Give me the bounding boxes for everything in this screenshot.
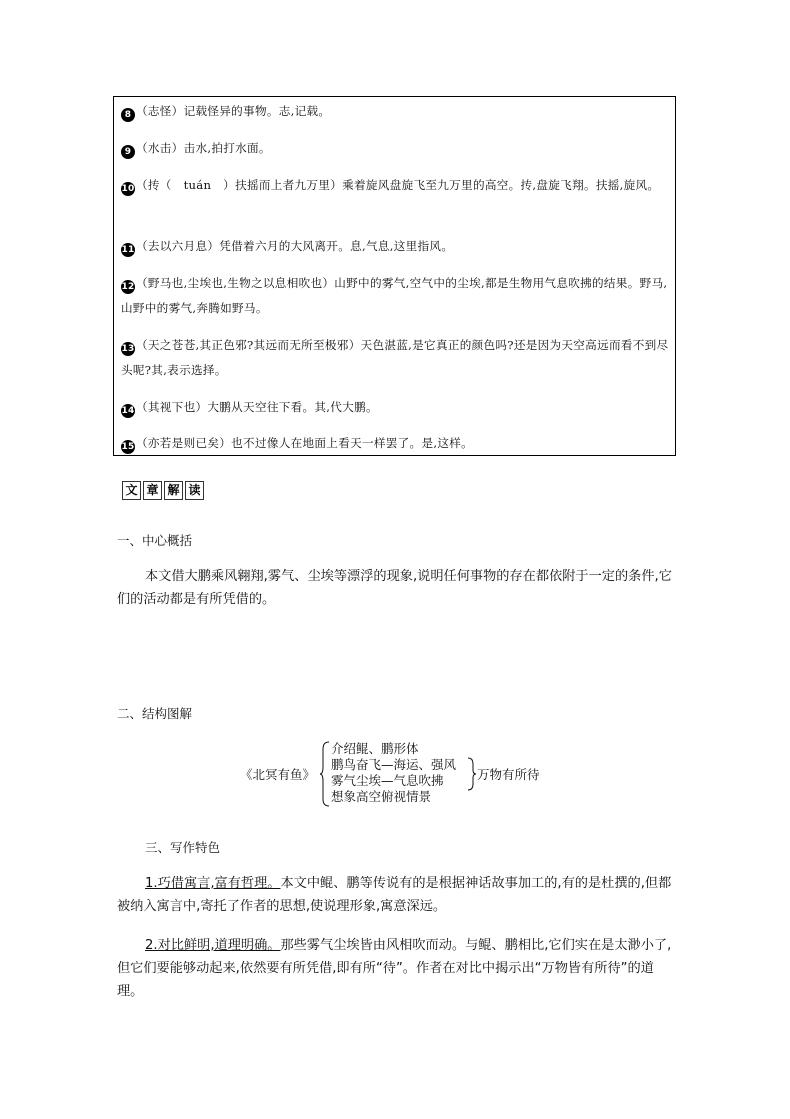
feature-text: 本文中鲲、鹏等传说有的是根据神话故事加工的,有的是杜撰的,但都被纳入寓言中,寄托了作者的思想,使说理形象,寓意深远。 — [117, 876, 672, 914]
diagram-line-1: 介绍鲲、鹏形体 — [331, 741, 419, 756]
annotation-11: 11（去以六月息）凭借着六月的大风离开。息,气息,这里指风。 — [121, 239, 454, 255]
badge-char: 章 — [143, 481, 162, 500]
annotation-13: 13（天之苍苍,其正色邪?其远而无所至极邪）天色湛蓝,是它真正的颜色吗?还是因为天空高远而看不到尽头呢?其,表示选择。 — [121, 338, 669, 377]
annotation-15: 15（亦若是则已矣）也不过像人在地面上看天一样罢了。是,这样。 — [121, 436, 474, 452]
note-number-icon: 15 — [121, 442, 135, 452]
feature-lead: 2.对比鲜明,道理明确。 — [145, 938, 281, 953]
annotation-9: 9 （水击）击水,拍打水面。 — [121, 136, 669, 161]
badge-char: 解 — [164, 481, 183, 500]
diagram-line-3: 雾气尘埃—气息吹拂 — [331, 773, 444, 788]
badge-char: 读 — [185, 481, 204, 500]
feature-text: 那些雾气尘埃皆由风相吹而动。与鲲、鹏相比,它们实在是太渺小了,但它们要能够动起来,依然要有所凭借,即有所“待”。作者在对比中揭示出“万物皆有所待”的道理。 — [117, 938, 672, 999]
note-number-icon: 11 — [121, 245, 135, 255]
section3-heading: 三、写作特色 — [145, 840, 221, 855]
note-number-icon: 14 — [121, 406, 135, 416]
annotation-12: 12（野马也,尘埃也,生物之以息相吹也）山野中的雾气,空气中的尘埃,都是生物用气息吹拂的结果。野马,山野中的雾气,奔腾如野马。 — [121, 276, 668, 315]
note-number-icon: 9 — [121, 145, 135, 159]
note-number-icon: 12 — [121, 282, 135, 292]
section-badge — [122, 481, 204, 500]
note-number-icon: 8 — [121, 108, 135, 122]
annotation-10: 10（抟（ tuán ）扶摇而上者九万里）乘着旋风盘旋飞至九万里的高空。抟,盘旋飞翔。扶摇,旋风。 — [121, 178, 660, 194]
annotation-14: 14（其视下也）大鹏从天空往下看。其,代大鹏。 — [121, 400, 378, 416]
section1-heading: 一、中心概括 — [117, 533, 193, 548]
annotation-8: 8 （志怪）记载怪异的事物。志,记载。 — [121, 99, 669, 124]
feature-lead: 1.巧借寓言,富有哲理。 — [145, 876, 281, 891]
structure-diagram — [240, 741, 570, 807]
right-brace-icon — [468, 757, 477, 791]
note-number-icon: 13 — [121, 344, 135, 354]
diagram-line-4: 想象高空俯视情景 — [331, 789, 432, 804]
section1-paragraph: 本文借大鹏乘风翱翔,雾气、尘埃等漂浮的现象,说明任何事物的存在都依附于一定的条件,它们的活动都是有所凭借的。 — [117, 569, 672, 607]
left-brace-icon — [320, 741, 330, 807]
feature-item-2 — [117, 934, 677, 1003]
diagram-title: 《北冥有鱼》 — [240, 767, 316, 782]
feature-item-1 — [117, 872, 677, 918]
note-number-icon: 10 — [121, 184, 135, 194]
badge-char: 文 — [122, 481, 141, 500]
diagram-result: 万物有所待 — [477, 767, 540, 782]
annotations-box — [113, 96, 676, 456]
section2-heading: 二、结构图解 — [117, 706, 193, 721]
diagram-line-2: 鹏鸟奋飞—海运、强风 — [331, 757, 457, 772]
